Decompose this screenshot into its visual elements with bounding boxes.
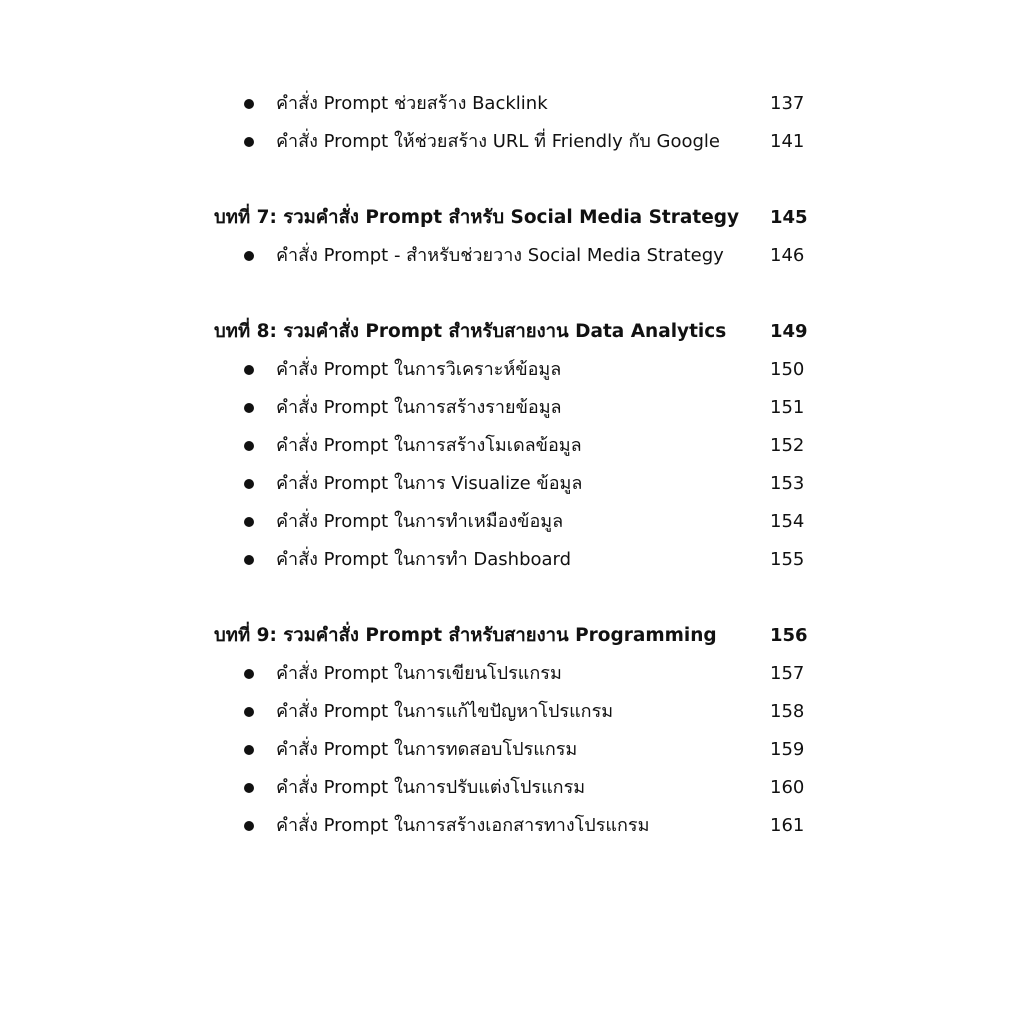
- toc-item-page: 151: [770, 397, 805, 418]
- bullet-icon: [244, 479, 254, 489]
- toc-item-page: 152: [770, 435, 805, 456]
- bullet-icon: [244, 251, 254, 261]
- toc-item: [0, 769, 1024, 807]
- toc-item-page: 150: [770, 359, 805, 380]
- bullet-icon: [244, 821, 254, 831]
- toc-item-page: 141: [770, 131, 805, 152]
- chapter-title: บทที่ 8: รวมคำสั่ง Prompt สำหรับสายงาน Data Analytics: [214, 321, 727, 342]
- toc-item-page: 137: [770, 93, 805, 114]
- toc-item-page: 159: [770, 739, 805, 760]
- toc-item-page: 154: [770, 511, 805, 532]
- bullet-icon: [244, 783, 254, 793]
- toc-item: [0, 731, 1024, 769]
- toc-item-page: 155: [770, 549, 805, 570]
- toc-item: [0, 655, 1024, 693]
- toc-item: [0, 503, 1024, 541]
- bullet-icon: [244, 707, 254, 717]
- toc-item-page: 161: [770, 815, 805, 836]
- toc-item-label: คำสั่ง Prompt - สำหรับช่วยวาง Social Media Strategy: [276, 245, 724, 266]
- toc-item-label: คำสั่ง Prompt ในการ Visualize ข้อมูล: [276, 473, 583, 494]
- section-gap: [0, 275, 1024, 313]
- section-gap: [0, 161, 1024, 199]
- toc-item-page: 146: [770, 245, 805, 266]
- toc-chapter-9: [0, 617, 1024, 655]
- toc-item-label: คำสั่ง Prompt ในการสร้างโมเดลข้อมูล: [276, 435, 582, 456]
- table-of-contents: [0, 85, 1024, 845]
- toc-chapter-8: [0, 313, 1024, 351]
- toc-item: [0, 541, 1024, 579]
- chapter-page: 145: [770, 207, 808, 228]
- section-gap: [0, 579, 1024, 617]
- toc-item: [0, 351, 1024, 389]
- toc-item-page: 160: [770, 777, 805, 798]
- chapter-title: บทที่ 9: รวมคำสั่ง Prompt สำหรับสายงาน Programming: [214, 625, 717, 646]
- toc-item-label: คำสั่ง Prompt ในการปรับแต่งโปรแกรม: [276, 777, 586, 798]
- toc-item-label: คำสั่ง Prompt ช่วยสร้าง Backlink: [276, 93, 548, 114]
- toc-item-label: คำสั่ง Prompt ในการสร้างรายข้อมูล: [276, 397, 562, 418]
- bullet-icon: [244, 441, 254, 451]
- toc-item-label: คำสั่ง Prompt ในการเขียนโปรแกรม: [276, 663, 562, 684]
- toc-item-page: 157: [770, 663, 805, 684]
- toc-item: [0, 123, 1024, 161]
- bullet-icon: [244, 555, 254, 565]
- toc-item-label: คำสั่ง Prompt ในการทดสอบโปรแกรม: [276, 739, 578, 760]
- bullet-icon: [244, 517, 254, 527]
- chapter-page: 156: [770, 625, 808, 646]
- bullet-icon: [244, 365, 254, 375]
- toc-item: [0, 237, 1024, 275]
- bullet-icon: [244, 669, 254, 679]
- toc-item-label: คำสั่ง Prompt ในการทำ Dashboard: [276, 549, 572, 570]
- chapter-page: 149: [770, 321, 808, 342]
- toc-item: [0, 427, 1024, 465]
- bullet-icon: [244, 137, 254, 147]
- toc-chapter-7: [0, 199, 1024, 237]
- toc-item-label: คำสั่ง Prompt ในการแก้ไขปัญหาโปรแกรม: [276, 701, 614, 722]
- toc-item: [0, 807, 1024, 845]
- chapter-title: บทที่ 7: รวมคำสั่ง Prompt สำหรับ Social Media Strategy: [214, 207, 740, 228]
- toc-item: [0, 85, 1024, 123]
- bullet-icon: [244, 403, 254, 413]
- toc-item-label: คำสั่ง Prompt ให้ช่วยสร้าง URL ที่ Friendly กับ Google: [276, 131, 721, 152]
- toc-item-page: 158: [770, 701, 805, 722]
- bullet-icon: [244, 99, 254, 109]
- toc-item: [0, 693, 1024, 731]
- toc-item-label: คำสั่ง Prompt ในการทำเหมืองข้อมูล: [276, 511, 564, 532]
- toc-item-page: 153: [770, 473, 805, 494]
- toc-item-label: คำสั่ง Prompt ในการสร้างเอกสารทางโปรแกรม: [276, 815, 650, 836]
- toc-item: [0, 465, 1024, 503]
- toc-item: [0, 389, 1024, 427]
- bullet-icon: [244, 745, 254, 755]
- toc-item-label: คำสั่ง Prompt ในการวิเคราะห์ข้อมูล: [276, 359, 562, 380]
